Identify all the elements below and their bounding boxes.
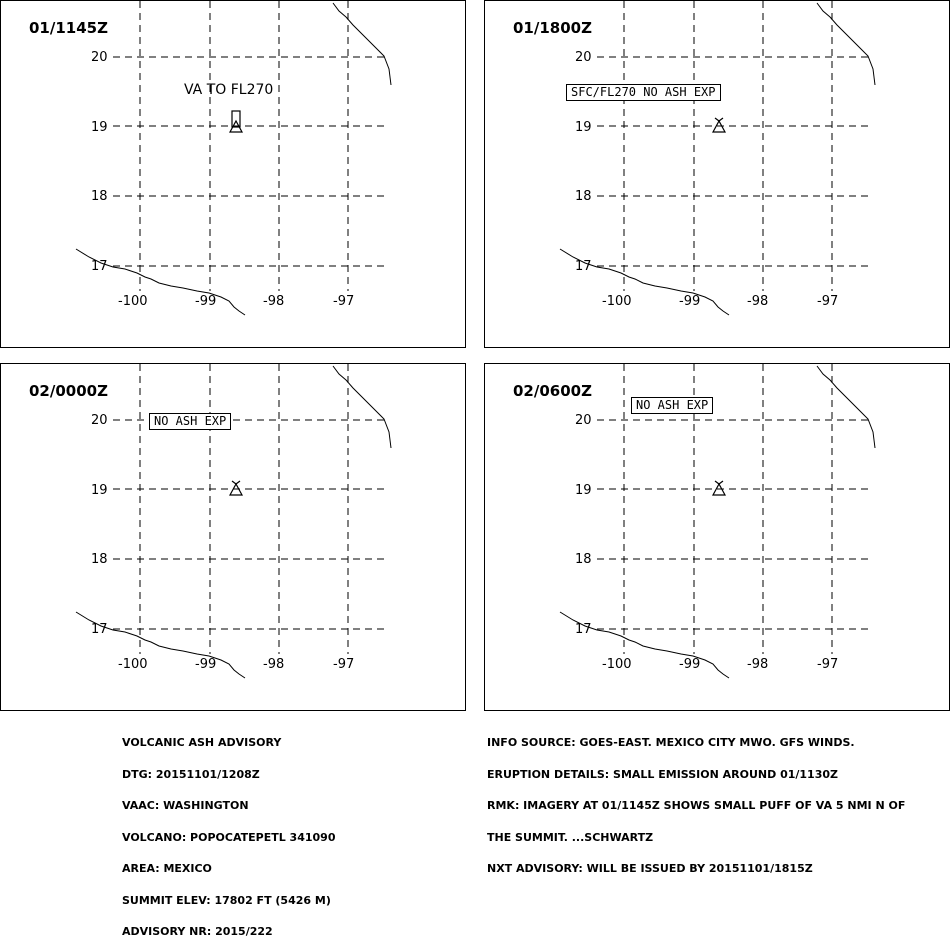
coastline-gulf <box>333 366 391 448</box>
advisory-right-block <box>487 717 905 885</box>
map-panel-2 <box>484 0 950 348</box>
advisory-line: VOLCANO: POPOCATEPETL 341090 <box>122 830 336 844</box>
lat-label-19: 19 <box>575 120 592 135</box>
panel-time: 01/1800Z <box>513 19 592 37</box>
lon-label-98: -98 <box>747 294 769 309</box>
lat-label-19: 19 <box>575 483 592 498</box>
coastline-gulf <box>333 3 391 85</box>
lat-label-20: 20 <box>91 413 108 428</box>
ash-label-box: SFC/FL270 NO ASH EXP <box>566 84 721 101</box>
advisory-line: THE SUMMIT. ...SCHWARTZ <box>487 830 654 844</box>
map-panel-3 <box>0 363 466 711</box>
volcano-icon <box>713 481 725 495</box>
map-panel-4 <box>484 363 950 711</box>
panel-time: 01/1145Z <box>29 19 108 37</box>
advisory-line: DTG: 20151101/1208Z <box>122 767 260 781</box>
volcano-icon <box>713 118 725 132</box>
lat-label-19: 19 <box>91 483 108 498</box>
lon-label-98: -98 <box>263 657 285 672</box>
lon-label-99: -99 <box>195 294 217 309</box>
ash-label: VA TO FL270 <box>184 82 274 98</box>
lat-label-17: 17 <box>91 259 108 274</box>
advisory-line: VAAC: WASHINGTON <box>122 799 249 812</box>
lat-label-20: 20 <box>91 50 108 65</box>
lat-label-18: 18 <box>91 552 108 567</box>
advisory-line: INFO SOURCE: GOES-EAST. MEXICO CITY MWO. GFS WINDS. <box>487 736 855 749</box>
advisory-line: AREA: MEXICO <box>122 862 212 875</box>
lon-label-100: -100 <box>602 657 632 672</box>
map-graticule <box>485 1 950 349</box>
advisory-line: RMK: IMAGERY AT 01/1145Z SHOWS SMALL PUFF OF VA 5 NMI N OF <box>487 799 906 812</box>
lat-label-17: 17 <box>91 622 108 637</box>
advisory-line: ERUPTION DETAILS: SMALL EMISSION AROUND 01/1130Z <box>487 767 838 781</box>
lat-label-17: 17 <box>575 622 592 637</box>
lon-label-100: -100 <box>118 657 148 672</box>
lat-label-18: 18 <box>91 189 108 204</box>
lat-label-19: 19 <box>91 120 108 135</box>
lat-label-20: 20 <box>575 50 592 65</box>
lat-label-20: 20 <box>575 413 592 428</box>
volcano-icon <box>230 481 242 495</box>
lon-label-100: -100 <box>118 294 148 309</box>
coastline-gulf <box>817 3 875 85</box>
coastline-gulf <box>817 366 875 448</box>
lat-label-18: 18 <box>575 552 592 567</box>
lon-label-97: -97 <box>817 294 839 309</box>
lon-label-98: -98 <box>263 294 285 309</box>
panel-time: 02/0000Z <box>29 382 108 400</box>
ash-label-box: NO ASH EXP <box>631 397 713 414</box>
lon-label-97: -97 <box>333 657 355 672</box>
ash-label-box: NO ASH EXP <box>149 413 231 430</box>
map-graticule <box>1 1 467 349</box>
lon-label-99: -99 <box>679 294 701 309</box>
volcano-icon <box>230 111 242 132</box>
advisory-line: NXT ADVISORY: WILL BE ISSUED BY 20151101/1815Z <box>487 862 813 875</box>
panel-time: 02/0600Z <box>513 382 592 400</box>
lon-label-99: -99 <box>679 657 701 672</box>
lat-label-18: 18 <box>575 189 592 204</box>
map-graticule <box>485 364 950 712</box>
map-panel-1 <box>0 0 466 348</box>
advisory-left-block <box>122 717 335 948</box>
lon-label-97: -97 <box>333 294 355 309</box>
lon-label-100: -100 <box>602 294 632 309</box>
advisory-line: VOLCANIC ASH ADVISORY <box>122 736 282 749</box>
lon-label-97: -97 <box>817 657 839 672</box>
lon-label-98: -98 <box>747 657 769 672</box>
advisory-line: ADVISORY NR: 2015/222 <box>122 925 273 938</box>
advisory-line: SUMMIT ELEV: 17802 FT (5426 M) <box>122 893 331 907</box>
lat-label-17: 17 <box>575 259 592 274</box>
map-graticule <box>1 364 467 712</box>
lon-label-99: -99 <box>195 657 217 672</box>
